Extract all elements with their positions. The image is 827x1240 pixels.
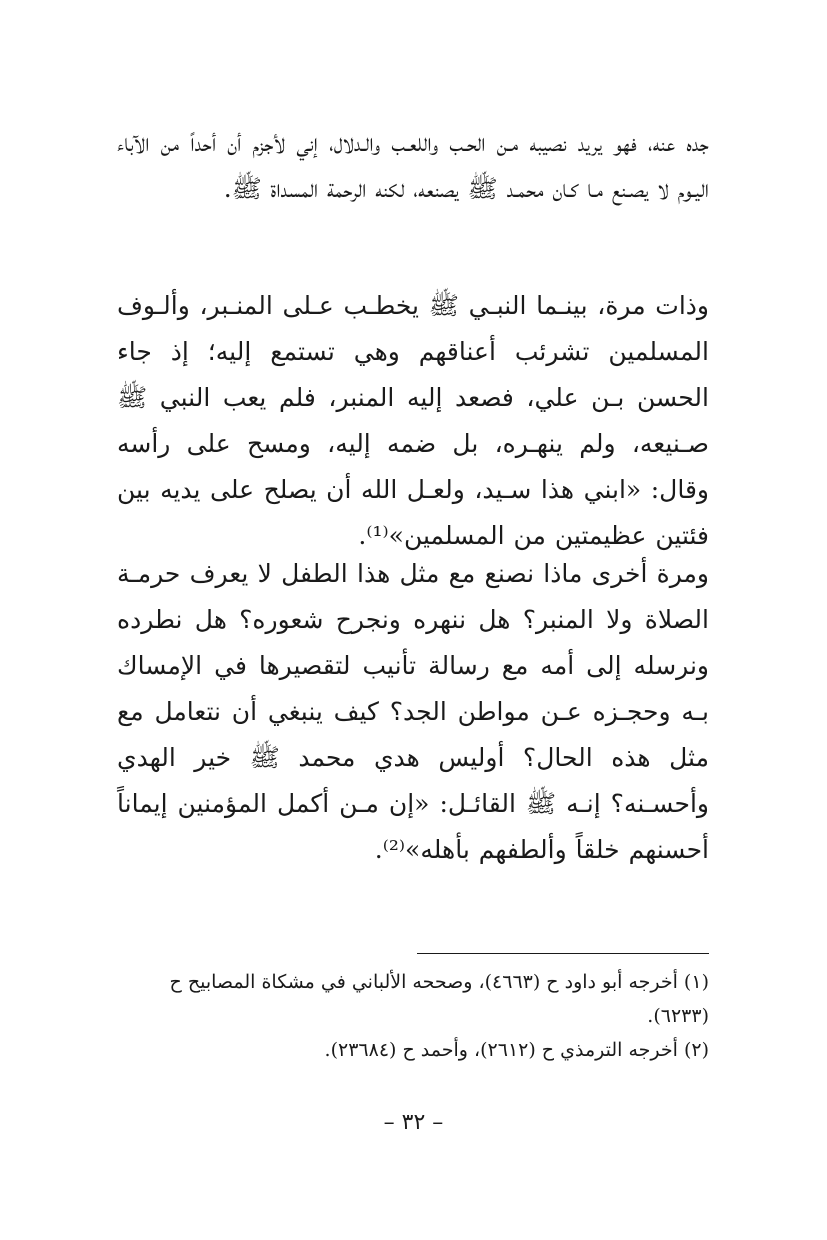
footnotes-section (117, 965, 709, 1067)
body-paragraph-2: وذات مرة، بينـما النبـي ﷺ يخطـب عـلى المنـبر، وألـوف المسلمين تشرئب أعناقهم وهي تستمع إليه؛ إذ جاء الحسن بـن علي، فصعد إليه المنبر، فلم يعب النبي ﷺ صـنيعه، ولم ينهـره، بل ضمه إليه، ومسح على رأسه وقال: «ابني هذا سـيد، ولعـل الله أن يصلح على يديه بين فئتين عظيمتين من المسلمين»⁽¹⁾. (117, 291, 709, 550)
page-number: – ٣٢ – (383, 1110, 444, 1135)
footnote-divider (417, 953, 709, 954)
footnote-1: (١) أخرجه أبو داود ح (٤٦٦٣)، وصححه الألباني في مشكاة المصابيح ح (٦٢٣٣). (169, 971, 709, 1027)
footnote-2: (٢) أخرجه الترمذي ح (٢٦١٢)، وأحمد ح (٢٣٦٨٤). (324, 1039, 709, 1061)
body-paragraph-3: ومرة أخرى ماذا نصنع مع مثل هذا الطفل لا يعرف حرمـة الصلاة ولا المنبر؟ هل ننهره ونجرح شعوره؟ هل نطرده ونرسله إلى أمه مع رسالة تأنيب لتقصيرها في الإمساك بـه وحجـزه عـن مواطن الجد؟ كيف ينبغي أن نتعامل مع مثل هذه الحال؟ أوليس هدي محمد ﷺ خير الهدي وأحسـنه؟ إنـه ﷺ القائـل: «إن مـن أكمل المؤمنين إيماناً أحسنهم خلقاً وألطفهم بأهله»⁽²⁾. (117, 559, 709, 864)
body-paragraph-1: جده عنه، فهو يريد نصيبه مـن الحـب واللعـب والـدلال، إني لأجزم أن أحداً من الآباء اليـوم لا يصـنع مـا كـان محمـد ﷺ يصنعه، لكنه الرحمة المسداة ﷺ. (117, 128, 709, 203)
